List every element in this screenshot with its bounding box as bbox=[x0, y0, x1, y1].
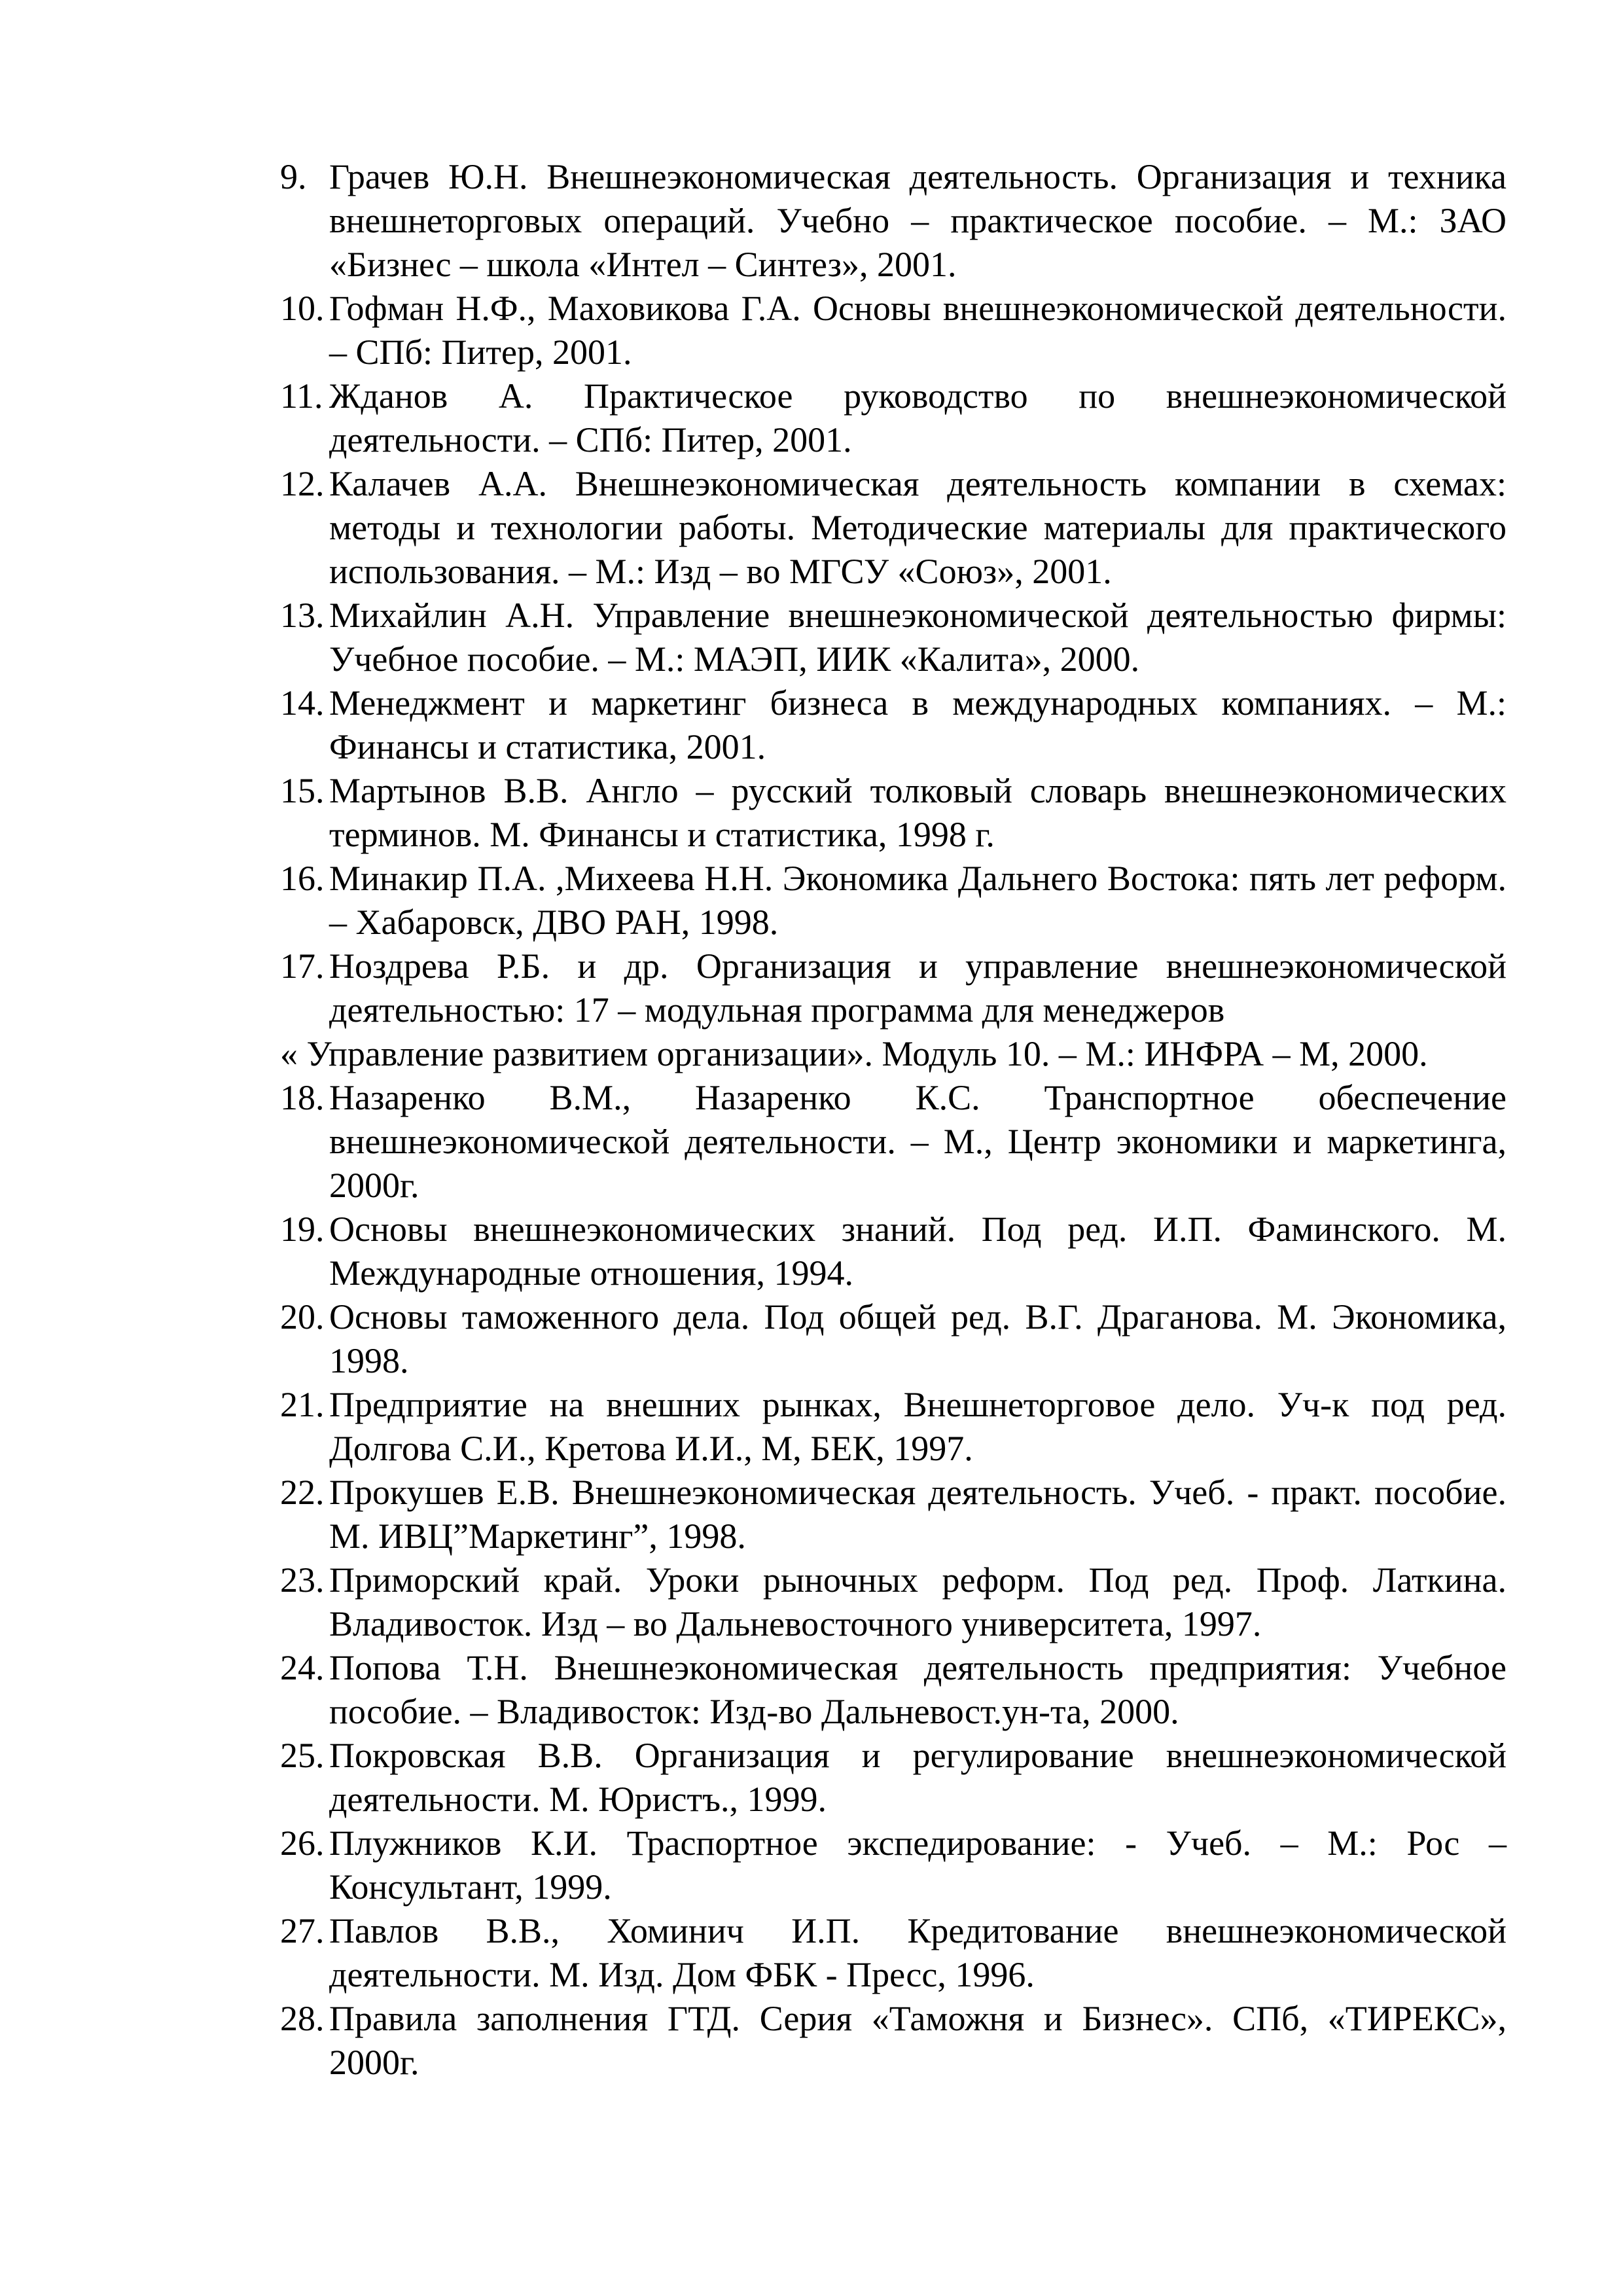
bibliography-entry bbox=[280, 1997, 1507, 2085]
bibliography-entry bbox=[280, 1558, 1507, 1646]
entry-text: Покровская В.В. Организация и регулирование внешнеэкономической деятельности. М. Юристъ., 1999. bbox=[329, 1736, 1507, 1819]
entry-number: 18. bbox=[280, 1078, 325, 1117]
bibliography-entry bbox=[280, 944, 1507, 1032]
entry-text: Ноздрева Р.Б. и др. Организация и управление внешнеэкономической деятельностью: 17 – модульная программа для менеджеров bbox=[329, 946, 1507, 1030]
entry-text: Попова Т.Н. Внешнеэкономическая деятельность предприятия: Учебное пособие. – Владивосток: Изд-во Дальневост.ун-та, 2000. bbox=[329, 1648, 1507, 1731]
bibliography-entry bbox=[280, 1076, 1507, 1208]
entry-number: 15. bbox=[280, 771, 325, 810]
entry-number: 26. bbox=[280, 1823, 325, 1863]
entry-number: 17. bbox=[280, 946, 325, 986]
entry-number: 23. bbox=[280, 1560, 325, 1600]
bibliography-entry bbox=[280, 769, 1507, 857]
bibliography-entry bbox=[280, 1471, 1507, 1558]
bibliography-entry bbox=[280, 1646, 1507, 1734]
entry-text: Основы внешнеэкономических знаний. Под ред. И.П. Фаминского. М. Международные отношения, 1994. bbox=[329, 1210, 1507, 1293]
bibliography-entry bbox=[280, 1821, 1507, 1909]
entry-text: Мартынов В.В. Англо – русский толковый словарь внешнеэкономических терминов. М. Финансы и статистика, 1998 г. bbox=[329, 771, 1507, 854]
bibliography-entry bbox=[280, 462, 1507, 594]
entry-text: Калачев А.А. Внешнеэкономическая деятельность компании в схемах: методы и технологии работы. Методические материалы для практического использования. – М.: Изд – во МГСУ «Союз», 2001. bbox=[329, 464, 1507, 591]
bibliography-entry bbox=[280, 1208, 1507, 1295]
entry-number: 27. bbox=[280, 1911, 325, 1950]
entry-text: Назаренко В.М., Назаренко К.С. Транспортное обеспечение внешнеэкономической деятельности. – М., Центр экономики и маркетинга, 2000г. bbox=[329, 1078, 1507, 1205]
entry-text: Плужников К.И. Траспортное экспедирование: - Учеб. – М.: Рос – Консультант, 1999. bbox=[329, 1823, 1507, 1907]
entry-continuation: « Управление развитием организации». Модуль 10. – М.: ИНФРА – М, 2000. bbox=[280, 1034, 1428, 1073]
entry-number: 13. bbox=[280, 596, 325, 635]
entry-number: 22. bbox=[280, 1473, 325, 1512]
entry-text: Приморский край. Уроки рыночных реформ. Под ред. Проф. Латкина. Владивосток. Изд – во Дальневосточного университета, 1997. bbox=[329, 1560, 1507, 1643]
entry-text: Прокушев Е.В. Внешнеэкономическая деятельность. Учеб. - практ. пособие. М. ИВЦ”Маркетинг”, 1998. bbox=[329, 1473, 1507, 1556]
entry-text: Минакир П.А. ,Михеева Н.Н. Экономика Дальнего Востока: пять лет реформ. – Хабаровск, ДВО РАН, 1998. bbox=[329, 859, 1507, 942]
bibliography-entry bbox=[280, 1909, 1507, 1997]
entry-text: Грачев Ю.Н. Внешнеэкономическая деятельность. Организация и техника внешнеторговых операций. Учебно – практическое пособие. – М.: ЗАО «Бизнес – школа «Интел – Синтез», 2001. bbox=[329, 157, 1507, 284]
entry-number: 24. bbox=[280, 1648, 325, 1687]
bibliography-entry bbox=[280, 1295, 1507, 1383]
entry-number: 20. bbox=[280, 1297, 325, 1336]
entry-text: Гофман Н.Ф., Маховикова Г.А. Основы внешнеэкономической деятельности. – СПб: Питер, 2001. bbox=[329, 289, 1507, 372]
entry-number: 9. bbox=[280, 157, 307, 196]
bibliography-entry bbox=[280, 374, 1507, 462]
bibliography-entry bbox=[280, 1383, 1507, 1471]
bibliography-entry bbox=[280, 155, 1507, 287]
entry-text: Основы таможенного дела. Под общей ред. В.Г. Драганова. М. Экономика, 1998. bbox=[329, 1297, 1507, 1380]
entry-text: Предприятие на внешних рынках, Внешнеторговое дело. Уч-к под ред. Долгова С.И., Кретова И.И., М, БЕК, 1997. bbox=[329, 1385, 1507, 1468]
entry-number: 19. bbox=[280, 1210, 325, 1249]
bibliography-entry bbox=[280, 287, 1507, 374]
entry-number: 21. bbox=[280, 1385, 325, 1424]
entry-number: 25. bbox=[280, 1736, 325, 1775]
entry-text: Жданов А. Практическое руководство по внешнеэкономической деятельности. – СПб: Питер, 2001. bbox=[329, 376, 1507, 459]
entry-number: 14. bbox=[280, 683, 325, 723]
bibliography-list bbox=[280, 155, 1507, 2085]
entry-number: 11. bbox=[280, 376, 323, 416]
bibliography-entry bbox=[280, 594, 1507, 681]
entry-number: 16. bbox=[280, 859, 325, 898]
entry-number: 10. bbox=[280, 289, 325, 328]
entry-number: 28. bbox=[280, 1999, 325, 2038]
entry-number: 12. bbox=[280, 464, 325, 503]
bibliography-entry bbox=[280, 1734, 1507, 1821]
entry-text: Михайлин А.Н. Управление внешнеэкономической деятельностью фирмы: Учебное пособие. – М.: МАЭП, ИИК «Калита», 2000. bbox=[329, 596, 1507, 679]
entry-text: Правила заполнения ГТД. Серия «Таможня и Бизнес». СПб, «ТИРЕКС», 2000г. bbox=[329, 1999, 1507, 2082]
entry-text: Менеджмент и маркетинг бизнеса в международных компаниях. – М.: Финансы и статистика, 2001. bbox=[329, 683, 1507, 766]
bibliography-entry bbox=[280, 857, 1507, 944]
entry-text: Павлов В.В., Хоминич И.П. Кредитование внешнеэкономической деятельности. М. Изд. Дом ФБК - Пресс, 1996. bbox=[329, 1911, 1507, 1994]
bibliography-entry bbox=[280, 681, 1507, 769]
